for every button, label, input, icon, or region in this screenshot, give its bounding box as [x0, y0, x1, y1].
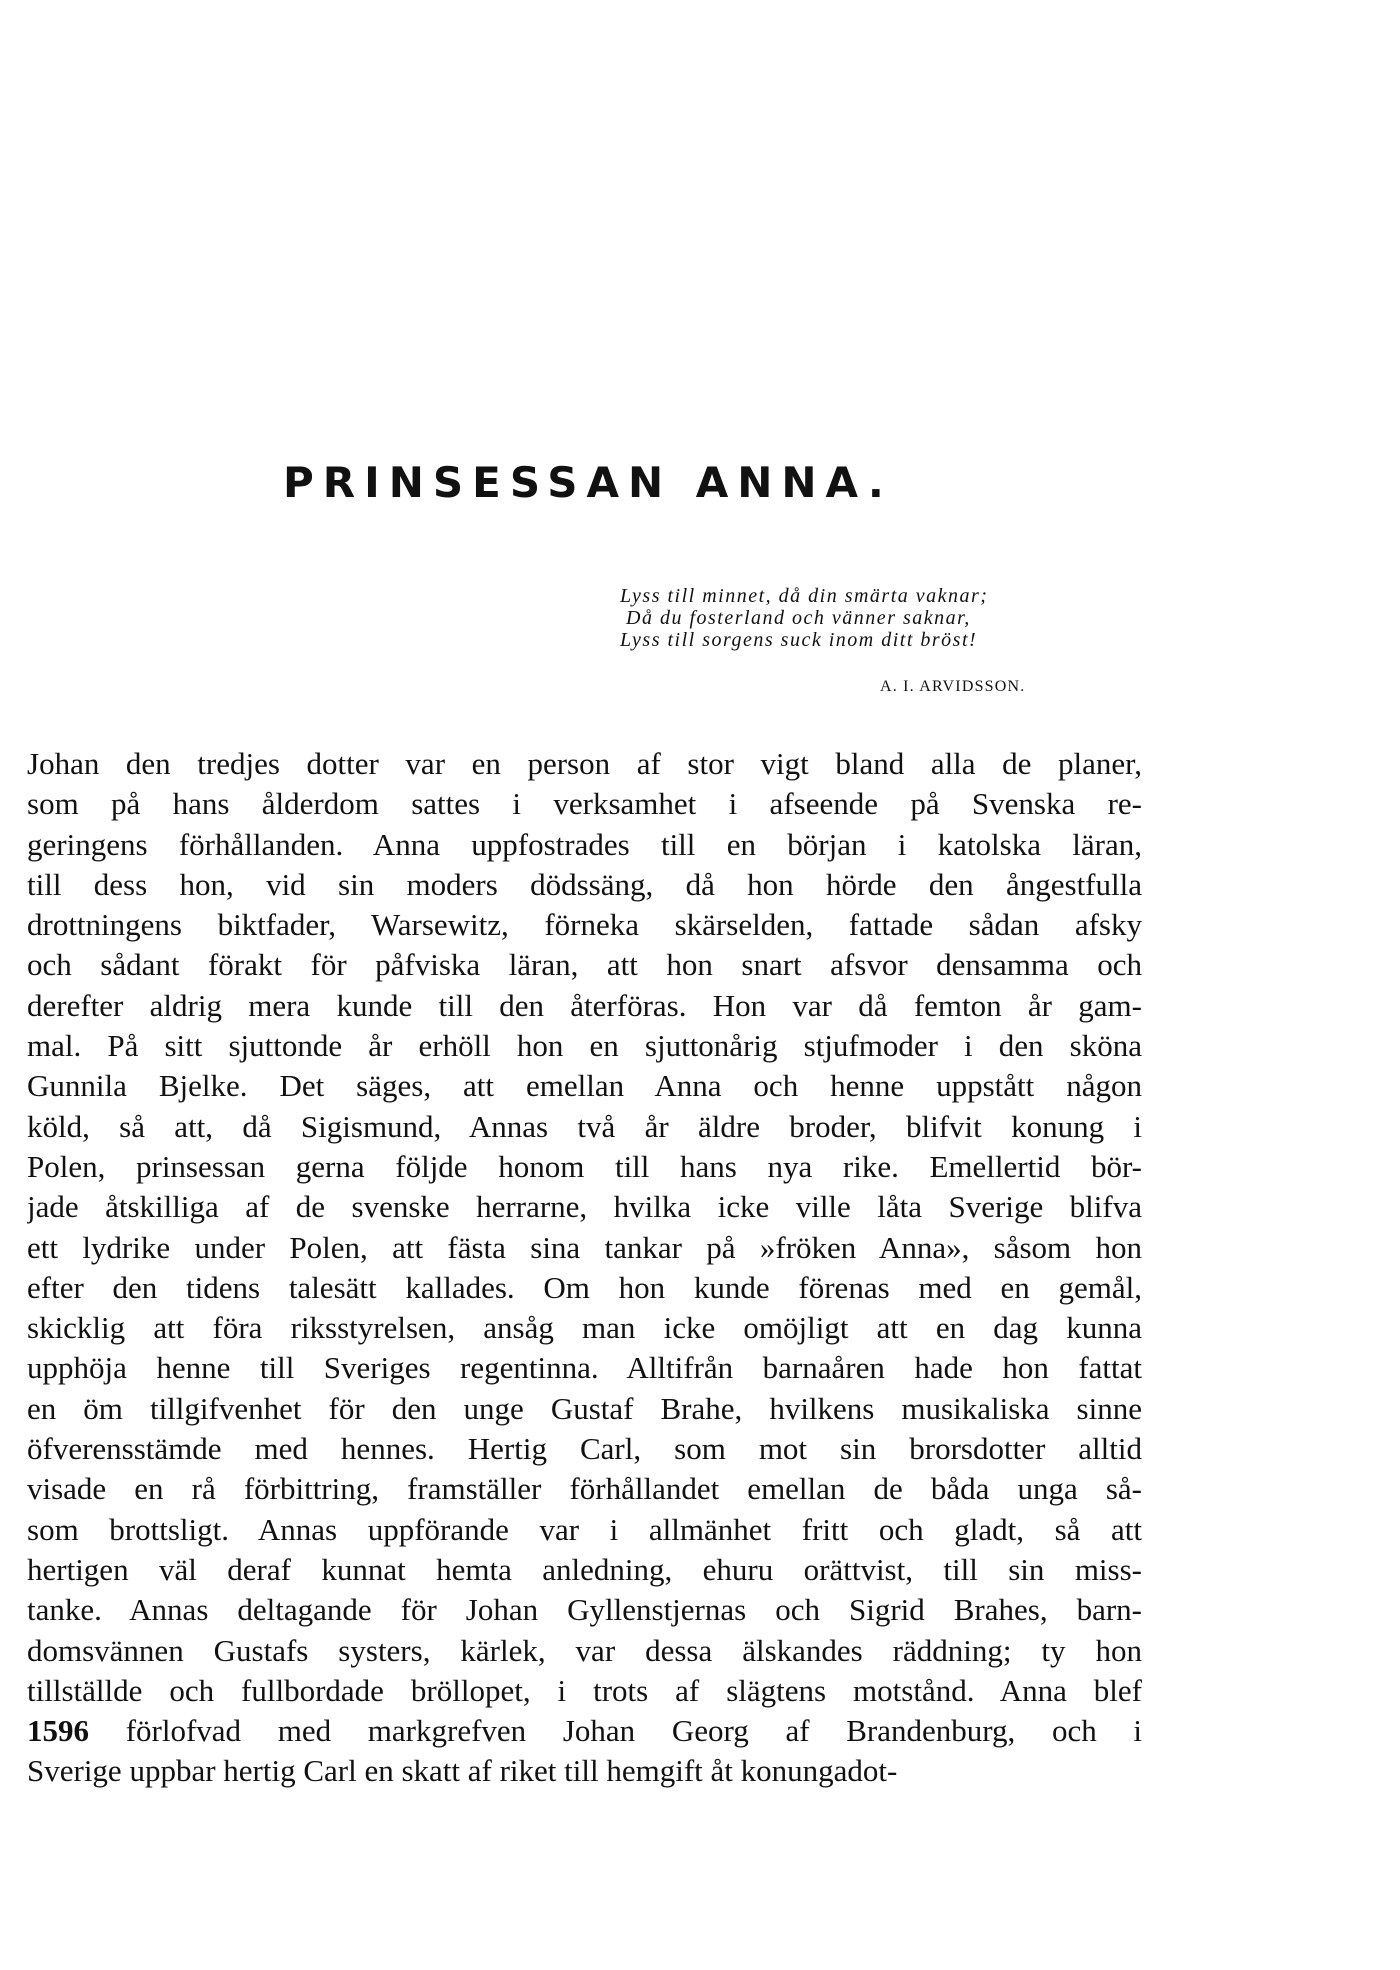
body-line: geringens förhållanden. Anna uppfostrades till en början i katolska läran, [27, 826, 1142, 862]
body-line: Johan den tredjes dotter var en person af stor vigt bland alla de planer, [27, 746, 1142, 781]
body-line: Gunnila Bjelke. Det säges, att emellan Anna och henne uppstått någon [27, 1068, 1142, 1104]
body-line: jade åtskilliga af de svenske herrarne, hvilka icke ville låta Sverige blifva [27, 1189, 1142, 1225]
body-line: öfverensstämde med hennes. Hertig Carl, som mot sin brorsdotter alltid [27, 1431, 1142, 1467]
body-line: mal. På sitt sjuttonde år erhöll hon en sjuttonårig stjufmoder i den sköna [27, 1028, 1142, 1064]
body-line: upphöja henne till Sveriges regentinna. Alltifrån barnaåren hade hon fattat [27, 1350, 1142, 1386]
body-line: till dess hon, vid sin moders dödssäng, då hon hörde den ångestfulla [27, 866, 1142, 902]
body-line: Polen, prinsessan gerna följde honom till hans nya rike. Emellertid bör- [27, 1148, 1142, 1184]
epigraph-line: Lyss till sorgens suck inom ditt bröst! [620, 629, 978, 651]
body-line-with-year [27, 1711, 1142, 1751]
epigraph-attribution: A. I. ARVIDSSON. [880, 678, 1026, 695]
body-line: efter den tidens talesätt kallades. Om hon kunde förenas med en gemål, [27, 1269, 1142, 1305]
page-title: PRINSESSAN ANNA. [283, 458, 893, 507]
body-line: tillställde och fullbordade bröllopet, i trots af slägtens motstånd. Anna blef [27, 1672, 1142, 1708]
body-line: ett lydrike under Polen, att fästa sina tankar på »fröken Anna», såsom hon [27, 1229, 1142, 1265]
body-line: en öm tillgifvenhet för den unge Gustaf Brahe, hvilkens musikaliska sinne [27, 1390, 1142, 1426]
body-line: tanke. Annas deltagande för Johan Gyllenstjernas och Sigrid Brahes, barn- [27, 1592, 1142, 1628]
body-line: derefter aldrig mera kunde till den återföras. Hon var då femton år gam- [27, 987, 1142, 1023]
year-marker: 1596 [27, 1713, 89, 1749]
body-line: hertigen väl deraf kunnat hemta anledning, ehuru orättvist, till sin miss- [27, 1551, 1142, 1587]
body-line: Sverige uppbar hertig Carl en skatt af riket till hemgift åt konungadot- [27, 1753, 898, 1789]
body-line-text: förlofvad med markgrefven Johan Georg af Brandenburg, och i [125, 1713, 1142, 1749]
body-line: skicklig att föra riksstyrelsen, ansåg man icke omöjligt att en dag kunna [27, 1310, 1142, 1346]
body-line: drottningens biktfader, Warsewitz, förneka skärselden, fattade sådan afsky [27, 907, 1142, 943]
epigraph [620, 585, 1140, 651]
epigraph-line: Lyss till minnet, då din smärta vaknar; [620, 585, 989, 607]
body-line: som brottsligt. Annas uppförande var i allmänhet fritt och gladt, så att [27, 1511, 1142, 1547]
body-line: och sådant förakt för påfviska läran, att hon snart afsvor densamma och [27, 947, 1142, 983]
body-line: visade en rå förbittring, framställer förhållandet emellan de båda unga så- [27, 1471, 1142, 1507]
epigraph-line: Då du fosterland och vänner saknar, [626, 607, 971, 629]
body-paragraph [27, 744, 1142, 1792]
body-line: köld, så att, då Sigismund, Annas två år äldre broder, blifvit konung i [27, 1108, 1142, 1144]
body-line: som på hans ålderdom sattes i verksamhet i afseende på Svenska re- [27, 786, 1142, 822]
body-line: domsvännen Gustafs systers, kärlek, var dessa älskandes räddning; ty hon [27, 1632, 1142, 1668]
